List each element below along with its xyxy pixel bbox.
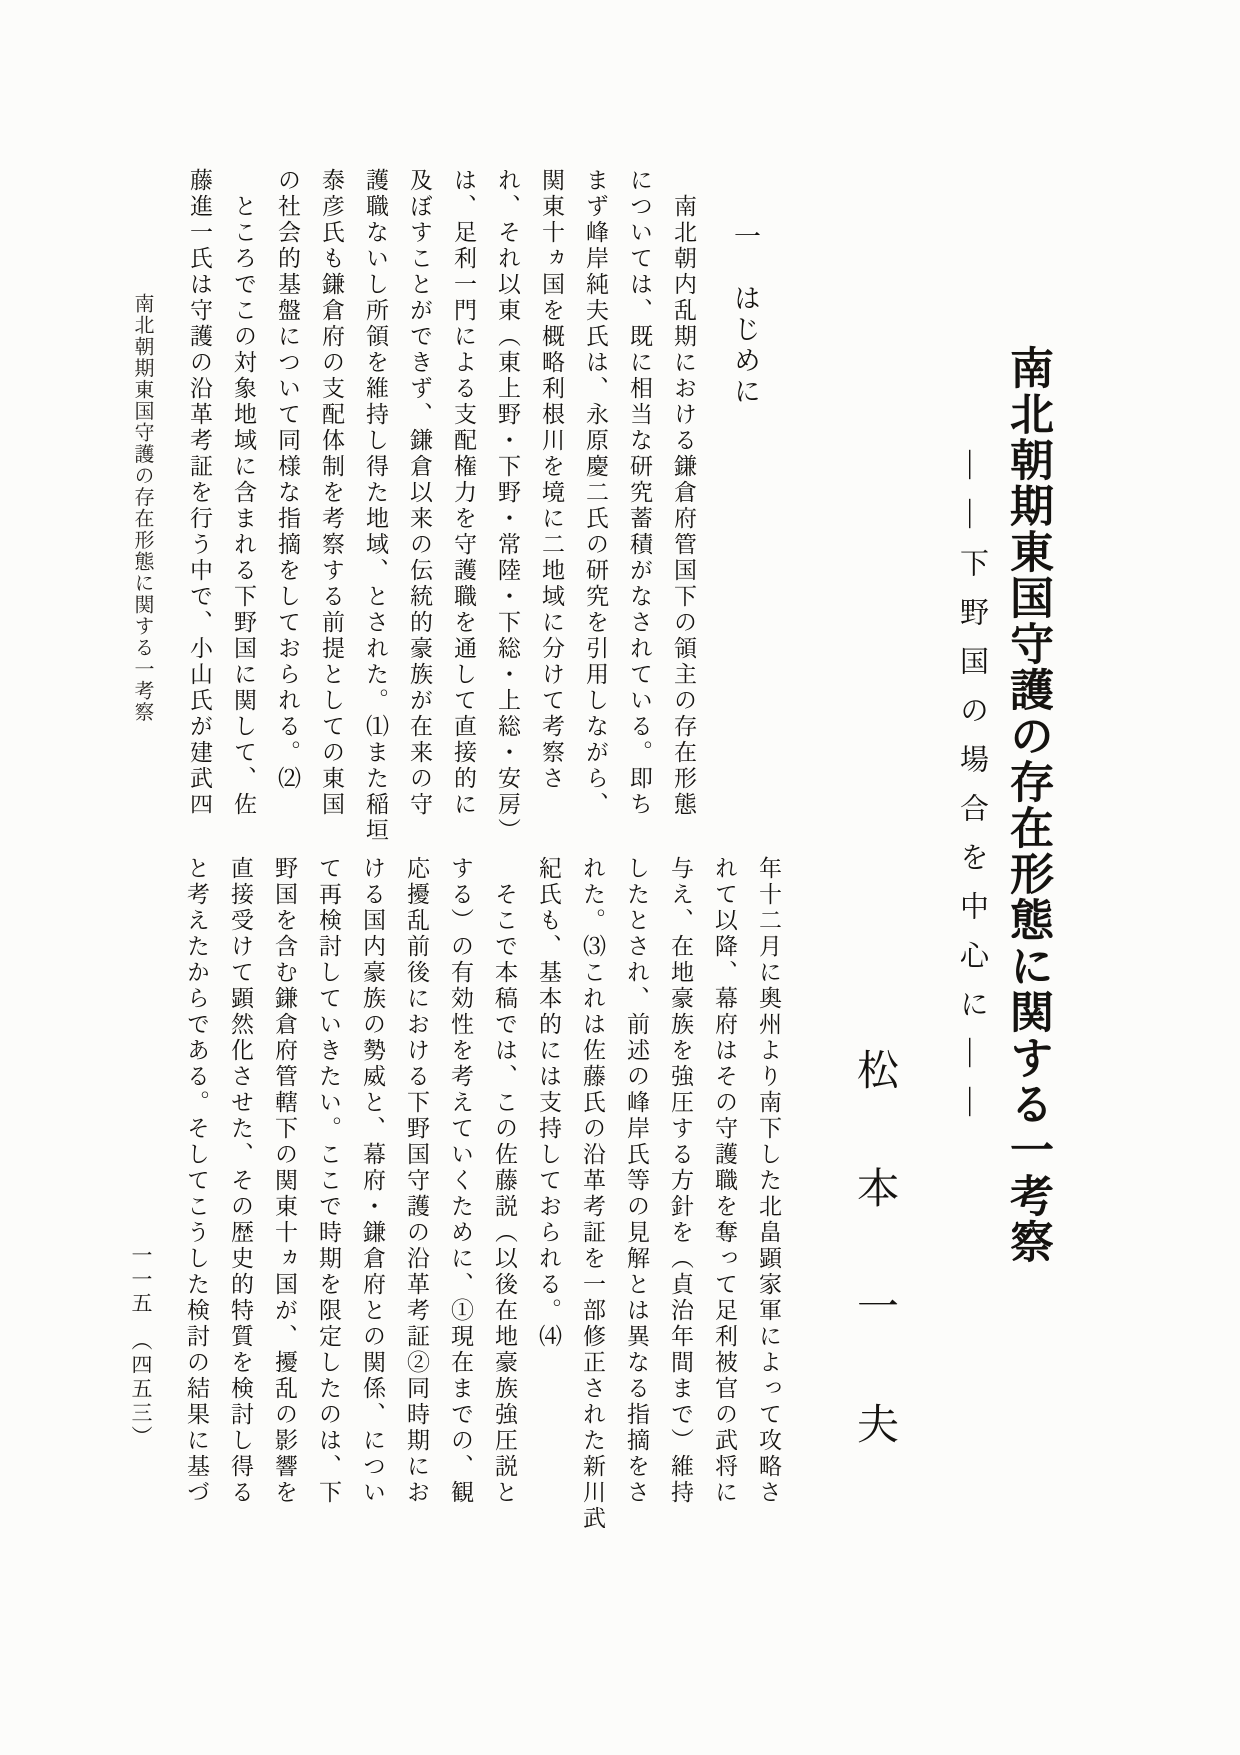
text-column: は、足利一門による支配権力を守護職を通して直接的に	[451, 168, 476, 818]
text-column: 直接受けて顕然化させた、その歴史的特質を検討し得る	[228, 856, 253, 1506]
page-number: 一一五 （四五三）	[129, 1244, 153, 1450]
text-column: 与え、在地豪族を強圧する方針を（貞治年間まで）維持	[668, 856, 693, 1506]
text-column: したとされ、前述の峰岸氏等の見解とは異なる指摘をさ	[624, 856, 649, 1506]
text-column: 野国を含む鎌倉府管轄下の関東十ヵ国が、擾乱の影響を	[272, 856, 297, 1506]
text-column: れ、それ以東（東上野・下野・常陸・下総・上総・安房）	[495, 168, 520, 844]
text-column: ける国内豪族の勢威と、幕府・鎌倉府との関係、につい	[360, 856, 385, 1506]
text-column: 応擾乱前後における下野国守護の沿革考証②同時期にお	[404, 856, 429, 1506]
text-column: については、既に相当な研究蓄積がなされている。即ち	[627, 168, 652, 818]
text-column: れて以降、幕府はその守護職を奪って足利被官の武将に	[712, 856, 737, 1506]
article-title: 南北朝期東国守護の存在形態に関する一考察	[1003, 345, 1052, 1265]
author-name: 松 本 一 夫	[851, 1048, 897, 1461]
text-column: れた。⑶これは佐藤氏の沿革考証を一部修正された新川武	[580, 856, 605, 1532]
text-column: 泰彦氏も鎌倉府の支配体制を考察する前提としての東国	[319, 168, 344, 818]
text-column: て再検討していきたい。ここで時期を限定したのは、下	[316, 856, 341, 1506]
body-lower-register	[174, 856, 790, 1562]
text-column: 年十二月に奥州より南下した北畠顕家軍によって攻略さ	[756, 856, 781, 1506]
body-upper-register	[177, 168, 705, 863]
text-column: 及ぼすことができず、鎌倉以来の伝統的豪族が在来の守	[407, 168, 432, 818]
text-column: する）の有効性を考えていくために、①現在までの、観	[448, 856, 473, 1506]
text-column: 護職ないし所領を維持し得た地域、とされた。⑴また稲垣	[363, 168, 388, 844]
text-column: の社会的基盤について同様な指摘をしておられる。⑵	[275, 168, 300, 792]
text-column: 南北朝内乱期における鎌倉府管国下の領主の存在形態	[671, 168, 696, 818]
text-column: ところでこの対象地域に含まれる下野国に関して、佐	[231, 168, 256, 818]
article-subtitle: ――下野国の場合を中心に――	[956, 450, 988, 1136]
text-column: 紀氏も、基本的には支持しておられる。⑷	[536, 856, 561, 1350]
text-column: 藤進一氏は守護の沿革考証を行う中で、小山氏が建武四	[187, 168, 212, 818]
text-column: 関東十ヵ国を概略利根川を境に二地域に分けて考察さ	[539, 168, 564, 792]
text-column: まず峰岸純夫氏は、永原慶二氏の研究を引用しながら、	[583, 168, 608, 818]
running-header: 南北朝期東国守護の存在形態に関する一考察	[131, 293, 153, 723]
text-column: と考えたからである。そしてこうした検討の結果に基づ	[184, 856, 209, 1506]
text-column: そこで本稿では、この佐藤説（以後在地豪族強圧説と	[492, 856, 517, 1506]
section-heading-introduction: 一 はじめに	[730, 222, 760, 408]
